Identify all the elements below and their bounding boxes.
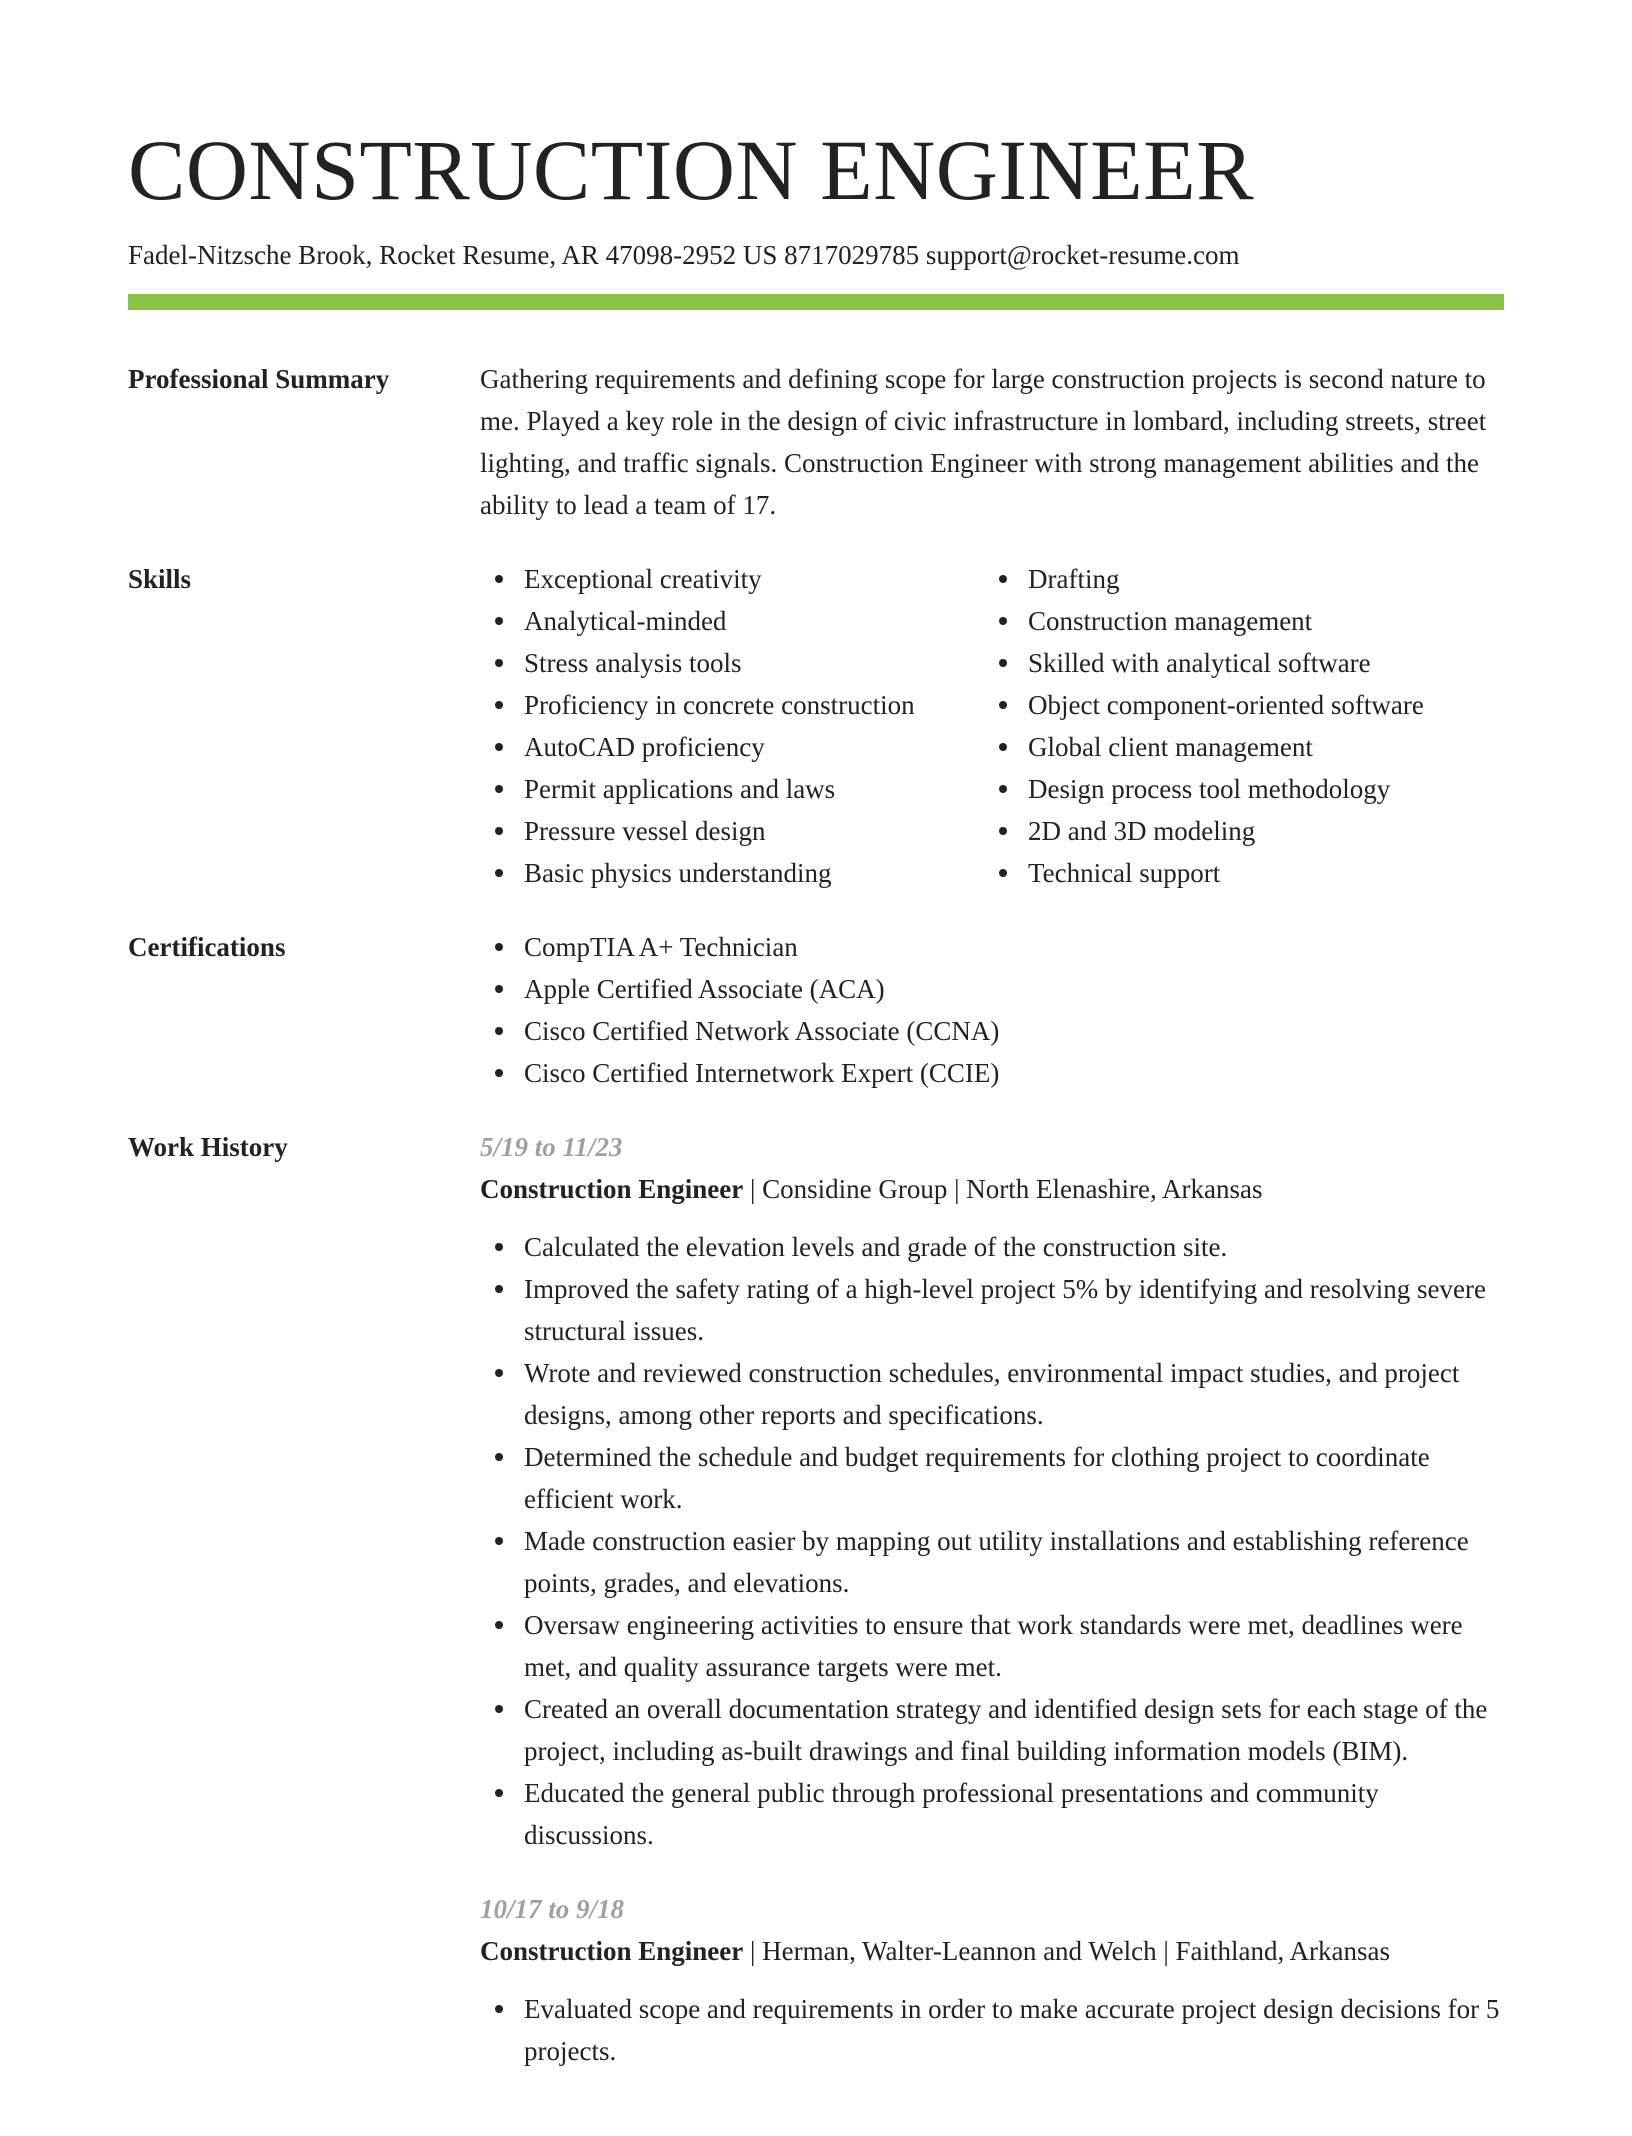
job-header — [480, 1168, 1504, 1210]
job-company-location: | Herman, Walter-Leannon and Welch | Faithland, Arkansas — [743, 1936, 1390, 1966]
job-entry — [480, 1126, 1504, 1856]
contact-line: Fadel-Nitzsche Brook, Rocket Resume, AR 47098-2952 US 8717029785 support@rocket-resume.com — [128, 240, 1240, 270]
job-dates: 10/17 to 9/18 — [480, 1894, 625, 1924]
job-bullet: Determined the schedule and budget requirements for clothing project to coordinate efficient work. — [480, 1436, 1504, 1520]
skills-section — [128, 558, 1504, 894]
certification-item: CompTIA A+ Technician — [480, 926, 1504, 968]
skill-item: Technical support — [984, 852, 1488, 894]
resume-page — [128, 0, 1504, 2136]
job-title: Construction Engineer — [480, 1174, 744, 1204]
summary-text: Gathering requirements and defining scope for large construction projects is second nature to me. Played a key role in the design of civic infrastructure in lombard, including streets, street lighting, and traffic signals. Construction Engineer with strong management abilities and the ability to lead a team of 17. — [480, 364, 1487, 520]
skills-body — [480, 558, 1504, 894]
job-bullet: Calculated the elevation levels and grade of the construction site. — [480, 1226, 1504, 1268]
accent-divider — [128, 294, 1504, 310]
certification-item: Cisco Certified Internetwork Expert (CCIE) — [480, 1052, 1504, 1094]
skill-item: Permit applications and laws — [480, 768, 984, 810]
job-title: Construction Engineer — [480, 1936, 744, 1966]
summary-heading: Professional Summary — [128, 364, 390, 394]
skill-item: Pressure vessel design — [480, 810, 984, 852]
skills-heading: Skills — [128, 564, 192, 594]
skill-item: Analytical-minded — [480, 600, 984, 642]
job-bullet: Wrote and reviewed construction schedules, environmental impact studies, and project designs, among other reports and specifications. — [480, 1352, 1504, 1436]
skill-item: Object component-oriented software — [984, 684, 1488, 726]
job-bullets — [480, 1988, 1504, 2072]
skill-item: Skilled with analytical software — [984, 642, 1488, 684]
job-entry — [480, 1888, 1504, 2072]
skill-item: Basic physics understanding — [480, 852, 984, 894]
summary-body — [480, 358, 1504, 526]
certifications-body — [480, 926, 1504, 1094]
skill-item: Exceptional creativity — [480, 558, 984, 600]
skills-left-column — [480, 558, 984, 894]
certifications-heading: Certifications — [128, 932, 286, 962]
job-bullet: Made construction easier by mapping out utility installations and establishing reference points, grades, and elevations. — [480, 1520, 1504, 1604]
skill-item: Global client management — [984, 726, 1488, 768]
job-dates: 5/19 to 11/23 — [480, 1132, 623, 1162]
job-bullets — [480, 1226, 1504, 1856]
job-company-location: | Considine Group | North Elenashire, Arkansas — [743, 1174, 1263, 1204]
skill-item: 2D and 3D modeling — [984, 810, 1488, 852]
certifications-list — [480, 926, 1504, 1094]
certifications-section — [128, 926, 1504, 1094]
skill-item: Drafting — [984, 558, 1488, 600]
skill-item: AutoCAD proficiency — [480, 726, 984, 768]
skill-item: Stress analysis tools — [480, 642, 984, 684]
resume-sections — [128, 358, 1504, 2104]
job-bullet: Improved the safety rating of a high-level project 5% by identifying and resolving severe structural issues. — [480, 1268, 1504, 1352]
job-bullet: Created an overall documentation strategy and identified design sets for each stage of the project, including as-built drawings and final building information models (BIM). — [480, 1688, 1504, 1772]
skill-item: Design process tool methodology — [984, 768, 1488, 810]
job-header — [480, 1930, 1504, 1972]
skills-right-column — [984, 558, 1488, 894]
summary-section — [128, 358, 1504, 526]
certification-item: Cisco Certified Network Associate (CCNA) — [480, 1010, 1504, 1052]
skill-item: Construction management — [984, 600, 1488, 642]
resume-name: CONSTRUCTION ENGINEER — [128, 122, 1255, 218]
job-bullet: Evaluated scope and requirements in order to make accurate project design decisions for 5 projects. — [480, 1988, 1504, 2072]
certification-item: Apple Certified Associate (ACA) — [480, 968, 1504, 1010]
skill-item: Proficiency in concrete construction — [480, 684, 984, 726]
work-history-heading: Work History — [128, 1132, 288, 1162]
work-history-section — [128, 1126, 1504, 2104]
job-bullet: Oversaw engineering activities to ensure that work standards were met, deadlines were met, and quality assurance targets were met. — [480, 1604, 1504, 1688]
work-history-body — [480, 1126, 1504, 2104]
job-bullet: Educated the general public through professional presentations and community discussions. — [480, 1772, 1504, 1856]
